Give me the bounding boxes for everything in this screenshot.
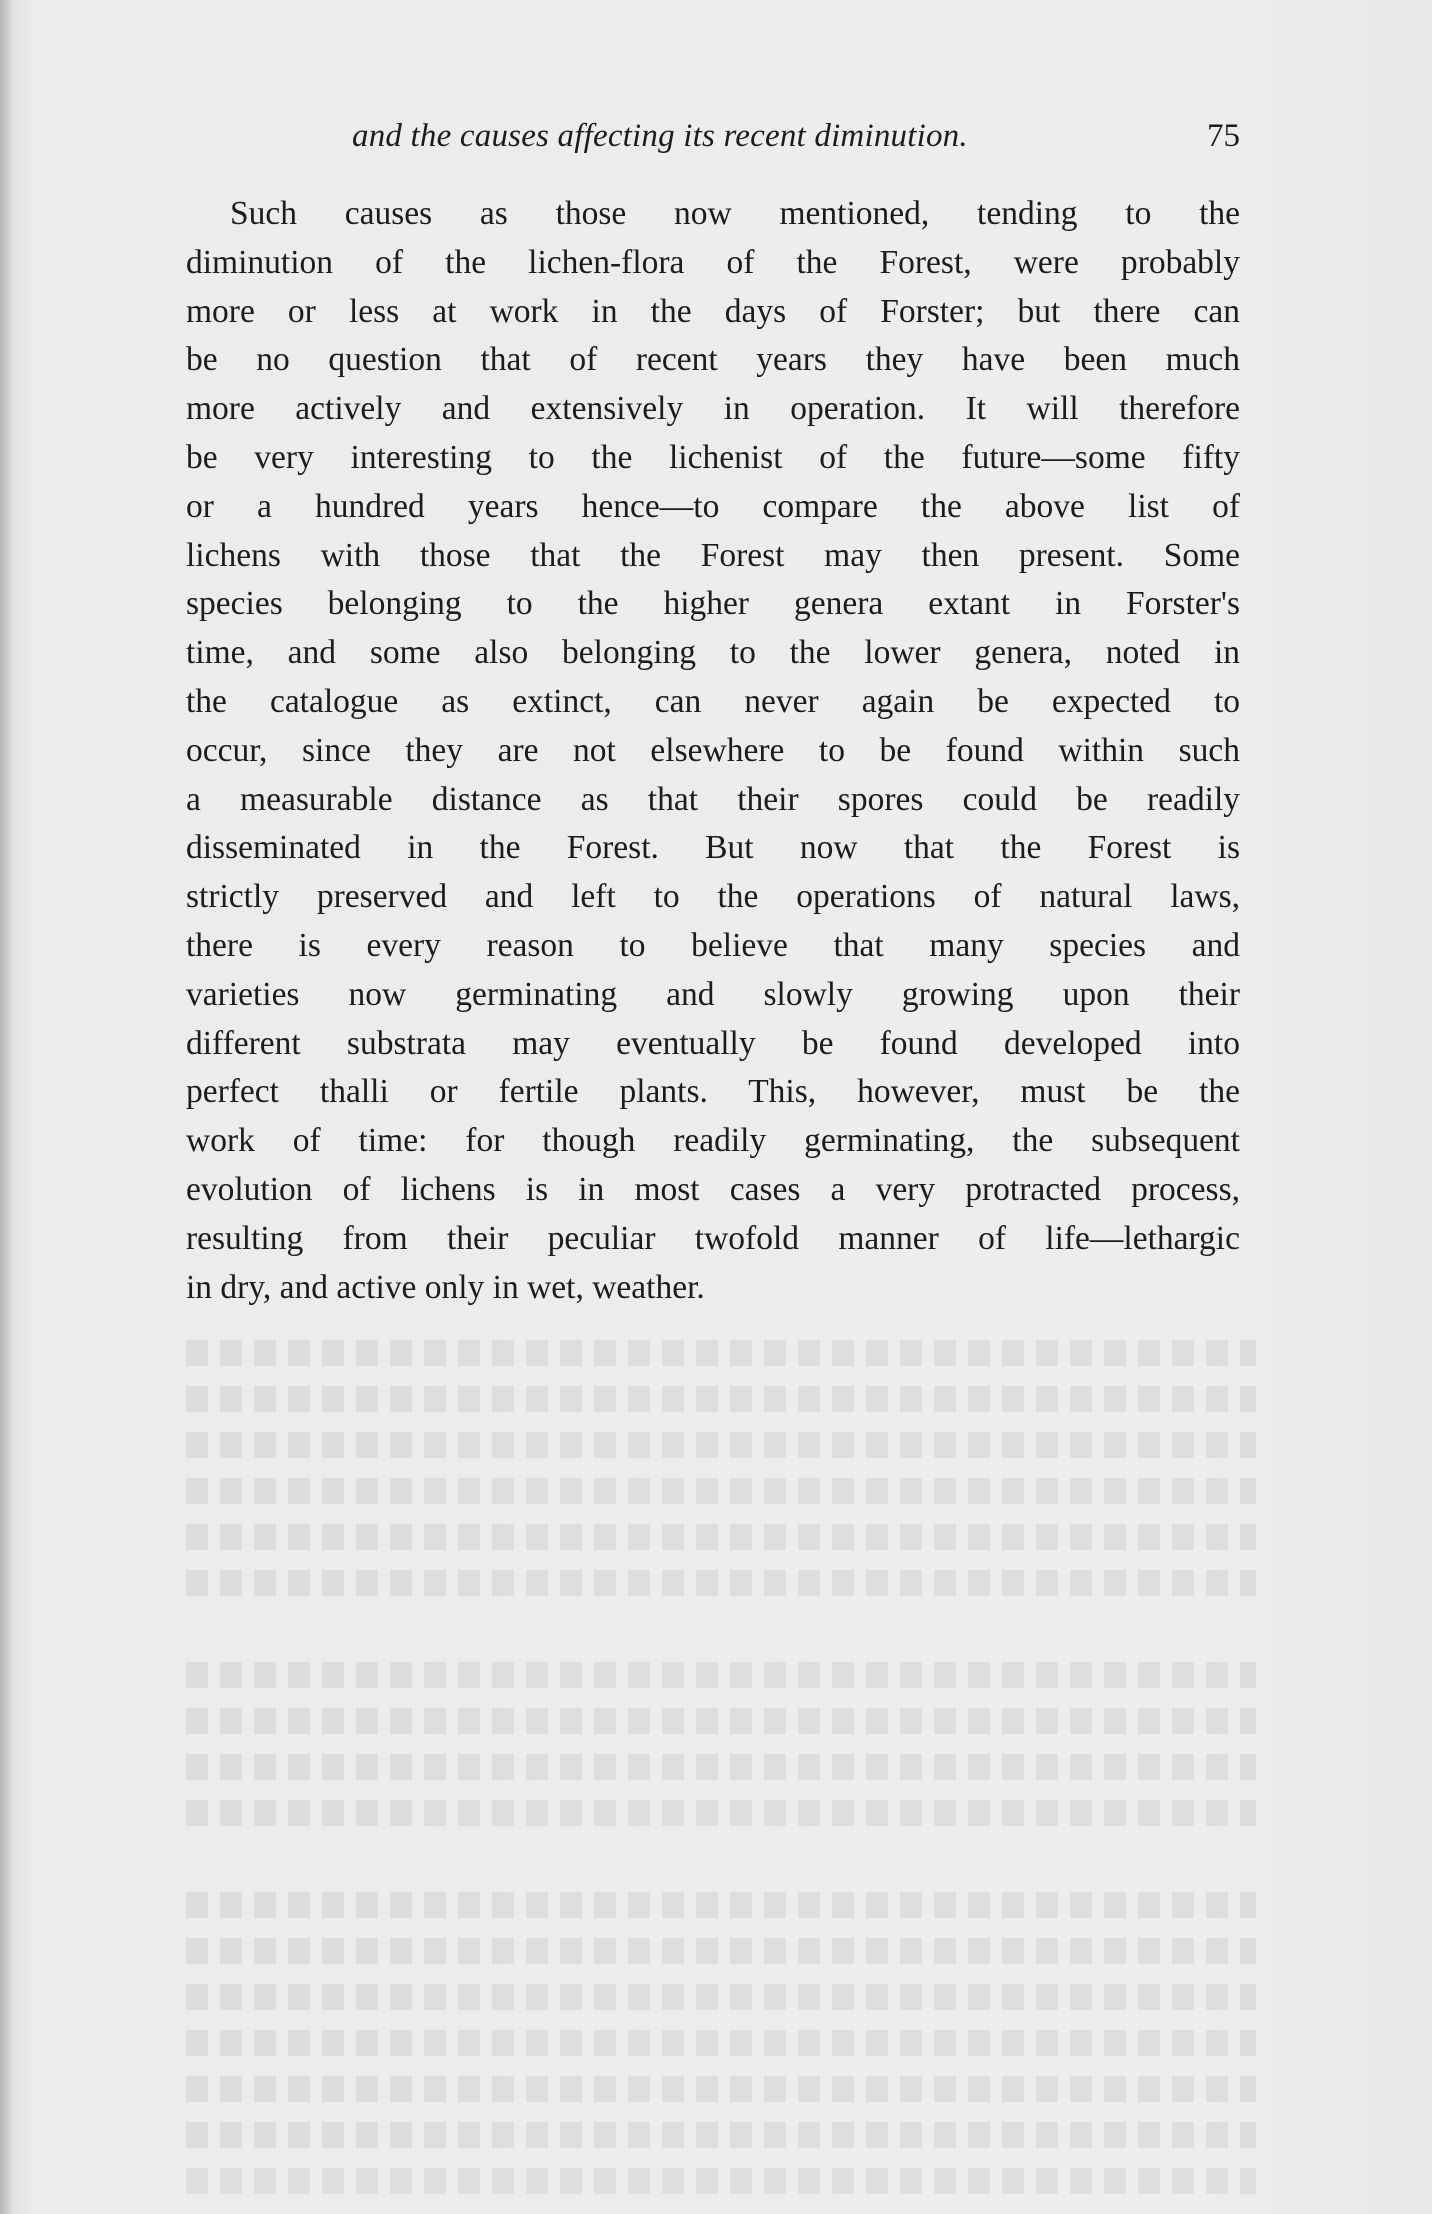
show-through-text: [186, 1340, 1256, 2140]
text-line: there is every reason to believe that many species and: [186, 926, 1240, 964]
text-line: be no question that of recent years they have been much: [186, 341, 1240, 379]
text-line: resulting from their peculiar twofold manner of life—lethargic: [186, 1219, 1240, 1257]
text-line: strictly preserved and left to the operations of natural laws,: [186, 878, 1240, 916]
text-line: more actively and extensively in operation. It will therefore: [186, 390, 1240, 428]
text-line: disseminated in the Forest. But now that the Forest is: [186, 829, 1240, 867]
page-number: 75: [1207, 118, 1240, 154]
text-line: Such causes as those now mentioned, tending to the: [230, 195, 1240, 232]
running-title: and the causes affecting its recent diminution.: [352, 118, 968, 154]
text-line: a measurable distance as that their spores could be readily: [186, 780, 1240, 818]
text-line: be very interesting to the lichenist of the future—some fifty: [186, 438, 1240, 476]
paragraph: [186, 190, 1240, 1312]
text-line: or a hundred years hence—to compare the above list of: [186, 487, 1240, 525]
text-line: occur, since they are not elsewhere to be found within such: [186, 731, 1240, 769]
text-line: perfect thalli or fertile plants. This, however, must be the: [186, 1073, 1240, 1111]
text-line: the catalogue as extinct, can never again be expected to: [186, 682, 1240, 720]
text-line: time, and some also belonging to the lower genera, noted in: [186, 634, 1240, 672]
text-line: varieties now germinating and slowly growing upon their: [186, 975, 1240, 1013]
gutter-shadow: [0, 0, 12, 2214]
text-line: lichens with those that the Forest may then present. Some: [186, 536, 1240, 574]
text-line: in dry, and active only in wet, weather.: [186, 1268, 705, 1306]
text-line: different substrata may eventually be found developed into: [186, 1024, 1240, 1062]
text-line: work of time: for though readily germinating, the subsequent: [186, 1122, 1240, 1160]
page-header: [186, 118, 1240, 164]
text-line: evolution of lichens is in most cases a very protracted process,: [186, 1170, 1240, 1208]
text-line: diminution of the lichen-flora of the Forest, were probably: [186, 243, 1240, 281]
text-line: more or less at work in the days of Forster; but there can: [186, 292, 1240, 330]
text-line: species belonging to the higher genera extant in Forster's: [186, 585, 1240, 623]
